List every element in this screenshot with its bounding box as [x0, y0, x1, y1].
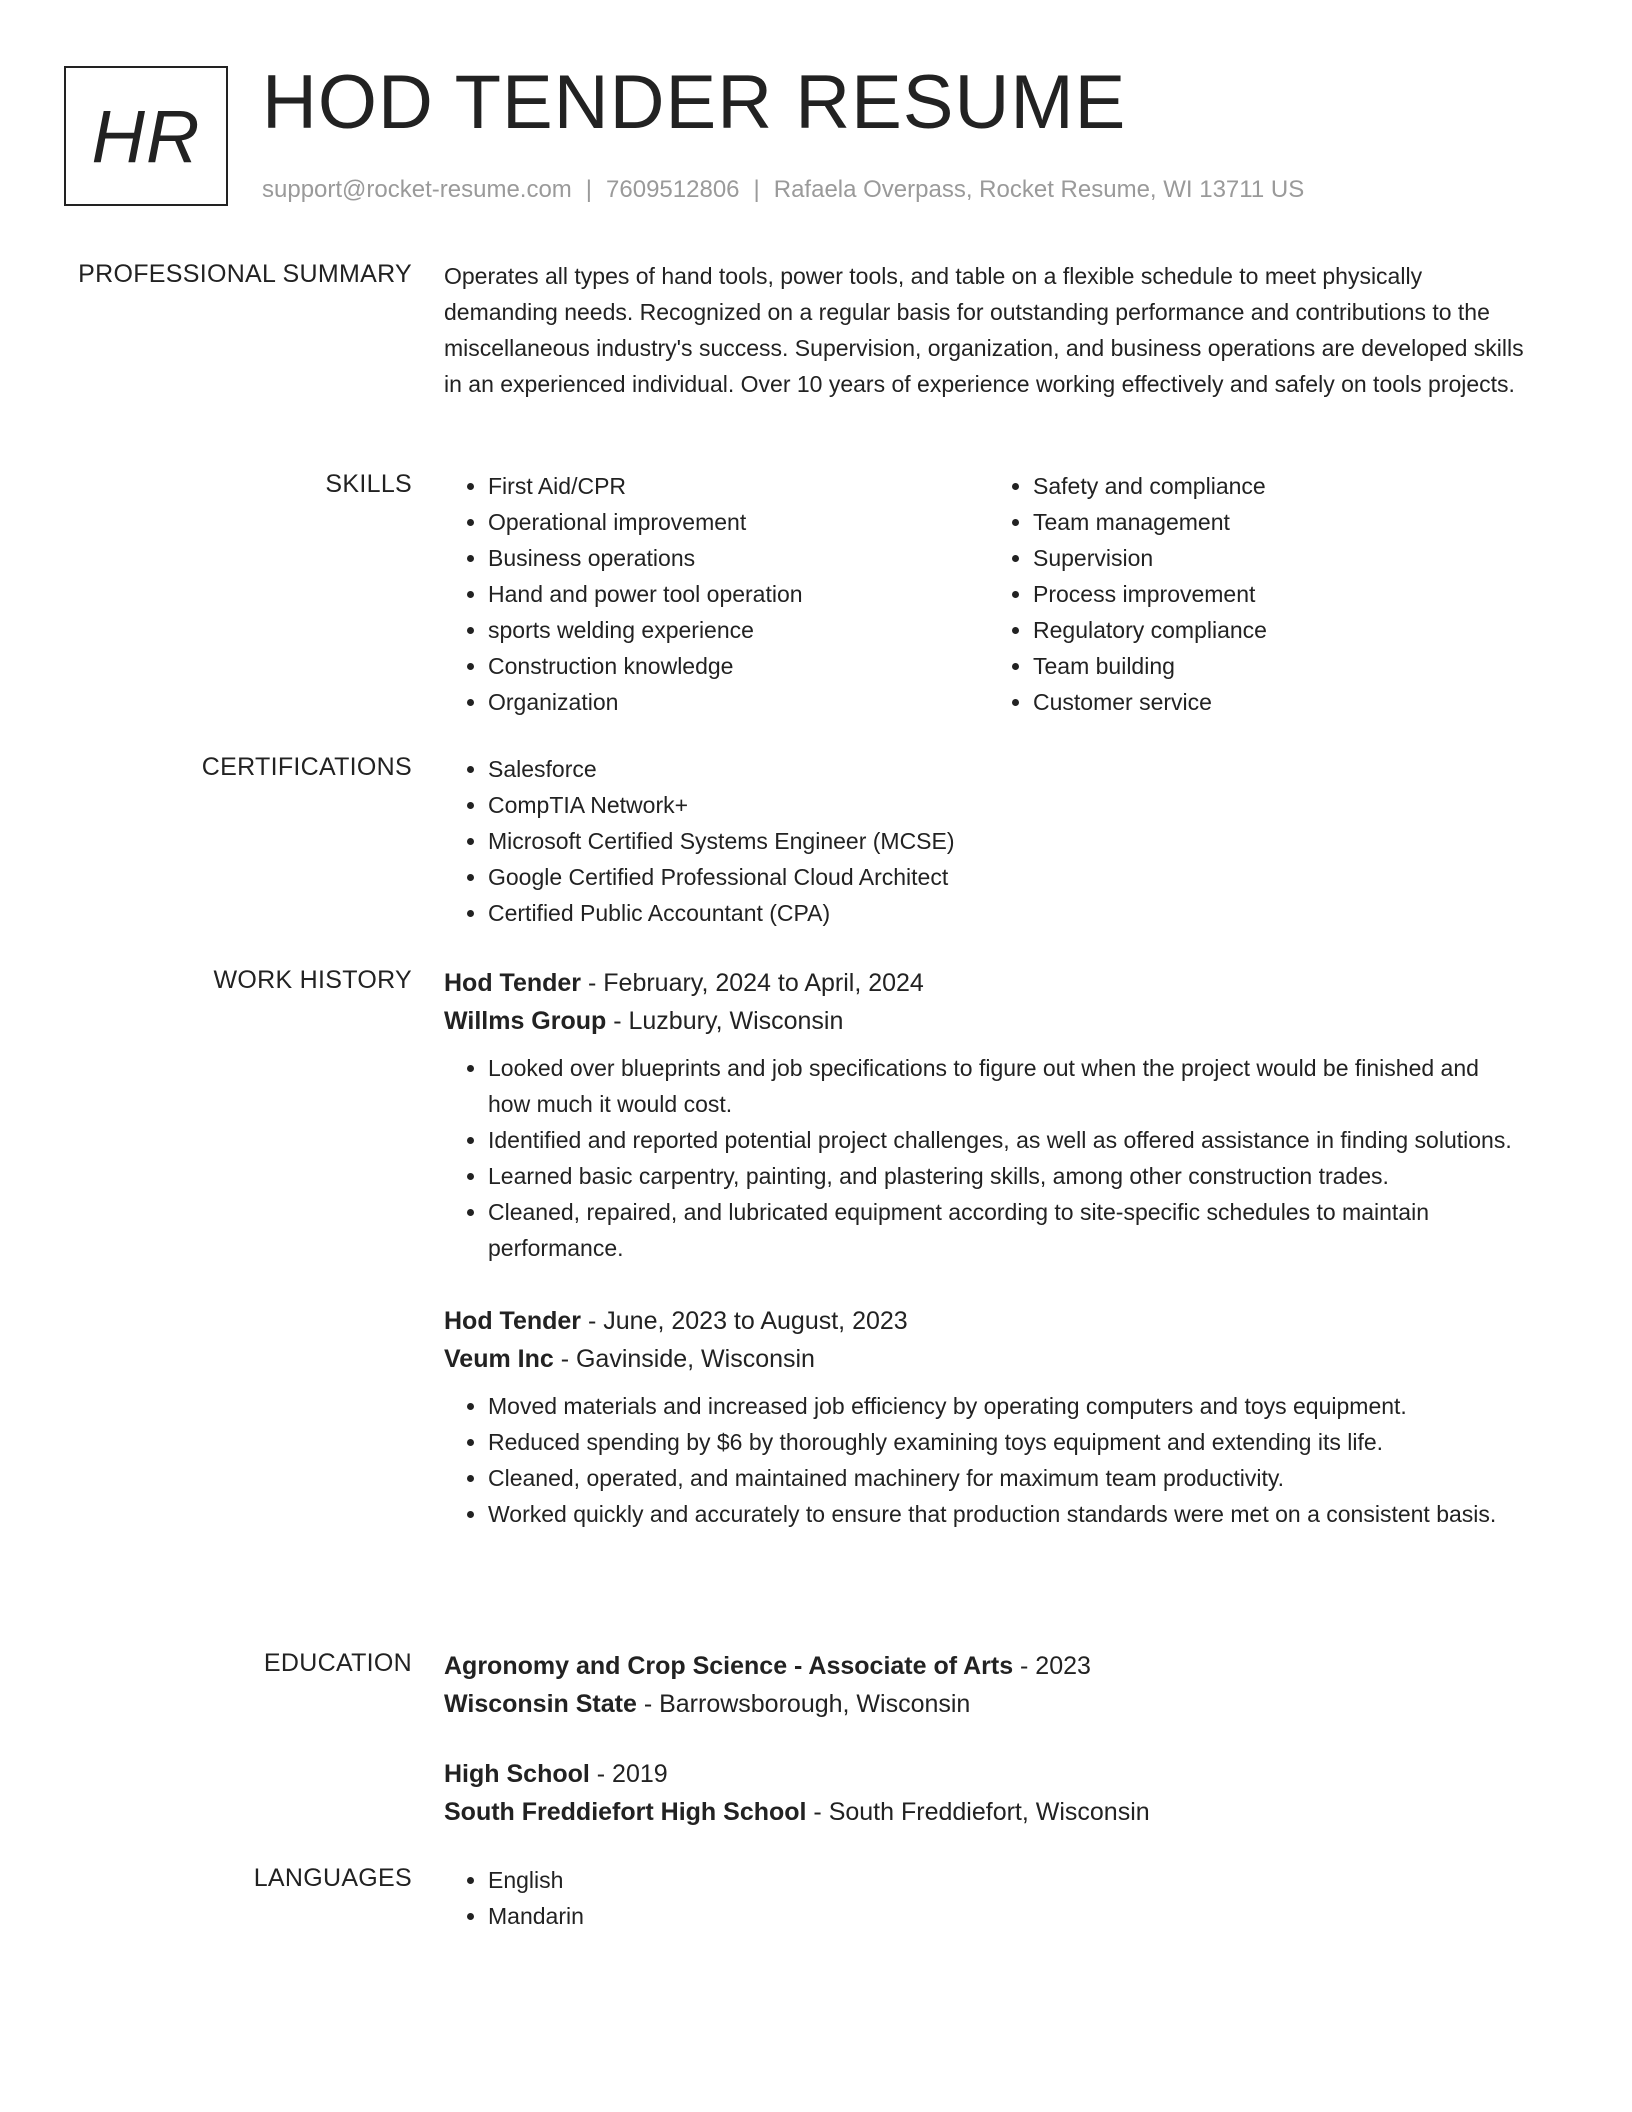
education-year: - 2023	[1013, 1652, 1091, 1680]
languages-list	[444, 1862, 1534, 1934]
job-bullet: • Identified and reported potential project challenges, as well as offered assistance in finding solutions.	[488, 1122, 1534, 1158]
certification-item: • Salesforce	[488, 751, 1534, 787]
education-school: Wisconsin State	[444, 1690, 637, 1718]
job-dates: - June, 2023 to August, 2023	[581, 1307, 908, 1335]
section-heading-skills: SKILLS	[325, 470, 412, 498]
skills-list-right	[989, 468, 1534, 720]
skill-item: • Regulatory compliance	[1033, 612, 1534, 648]
skill-item: • Operational improvement	[488, 504, 989, 540]
contact-separator: |	[753, 176, 760, 203]
education-body	[444, 1647, 1534, 1831]
language-item: • Mandarin	[488, 1898, 1534, 1934]
languages-body	[444, 1862, 1534, 1934]
contact-email: support@rocket-resume.com	[262, 176, 572, 203]
section-heading-summary: PROFESSIONAL SUMMARY	[78, 260, 412, 288]
job-title-line	[444, 964, 1534, 1002]
job-bullet: • Cleaned, operated, and maintained machinery for maximum team productivity.	[488, 1460, 1534, 1496]
job-bullet: • Learned basic carpentry, painting, and plastering skills, among other construction trades.	[488, 1158, 1534, 1194]
contact-phone: 7609512806	[606, 176, 740, 203]
skill-item: • Construction knowledge	[488, 648, 989, 684]
contact-address: Rafaela Overpass, Rocket Resume, WI 13711 US	[773, 176, 1305, 203]
education-degree-line	[444, 1647, 1534, 1685]
skill-item: • Safety and compliance	[1033, 468, 1534, 504]
job-bullet: • Looked over blueprints and job specifications to figure out when the project would be finished and how much it would cost.	[488, 1050, 1534, 1122]
section-heading-certifications: CERTIFICATIONS	[201, 753, 412, 781]
job-entry	[444, 964, 1534, 1266]
section-heading-education: EDUCATION	[263, 1649, 412, 1677]
certification-item: • Microsoft Certified Systems Engineer (MCSE)	[488, 823, 1534, 859]
skill-item: • Business operations	[488, 540, 989, 576]
certification-item: • CompTIA Network+	[488, 787, 1534, 823]
education-location: - Barrowsborough, Wisconsin	[636, 1690, 971, 1718]
certification-item: • Certified Public Accountant (CPA)	[488, 895, 1534, 931]
job-location: - Luzbury, Wisconsin	[606, 1007, 844, 1035]
skills-body	[444, 468, 1534, 720]
skill-item: • Organization	[488, 684, 989, 720]
education-degree: High School	[444, 1760, 590, 1788]
language-item: • English	[488, 1862, 1534, 1898]
job-company: Willms Group	[444, 1007, 607, 1035]
work-history-body	[444, 964, 1534, 1532]
skill-item: • Team building	[1033, 648, 1534, 684]
skill-item: • Team management	[1033, 504, 1534, 540]
contact-separator: |	[585, 176, 593, 203]
summary-body	[444, 258, 1534, 402]
education-entry	[444, 1647, 1534, 1723]
education-entry	[444, 1755, 1534, 1831]
job-bullets	[444, 1050, 1534, 1266]
education-year: - 2019	[589, 1760, 668, 1788]
certifications-body	[444, 751, 1534, 931]
education-degree-line	[444, 1755, 1534, 1793]
job-bullet: • Worked quickly and accurately to ensure that production standards were met on a consistent basis.	[488, 1496, 1534, 1532]
section-heading-work-history: WORK HISTORY	[213, 966, 412, 994]
job-entry	[444, 1302, 1534, 1532]
certifications-list	[444, 751, 1534, 931]
job-bullet: • Reduced spending by $6 by thoroughly examining toys equipment and extending its life.	[488, 1424, 1534, 1460]
job-bullets	[444, 1388, 1534, 1532]
contact-line	[262, 174, 1304, 206]
monogram-logo: HR	[64, 66, 228, 206]
job-company-line	[444, 1340, 1534, 1378]
job-bullet: • Moved materials and increased job efficiency by operating computers and toys equipment.	[488, 1388, 1534, 1424]
skill-item: • sports welding experience	[488, 612, 989, 648]
job-title: Hod Tender	[444, 969, 582, 997]
job-company-line	[444, 1002, 1534, 1040]
job-title-line	[444, 1302, 1534, 1340]
section-heading-languages: LANGUAGES	[253, 1864, 412, 1892]
job-title: Hod Tender	[444, 1307, 582, 1335]
education-school: South Freddiefort High School	[444, 1798, 807, 1826]
page-title: HOD TENDER RESUME	[262, 60, 1127, 145]
job-dates: - February, 2024 to April, 2024	[581, 969, 924, 997]
job-bullet: • Cleaned, repaired, and lubricated equipment according to site-specific schedules to maintain performance.	[488, 1194, 1534, 1266]
certification-item: • Google Certified Professional Cloud Architect	[488, 859, 1534, 895]
skill-item: • Supervision	[1033, 540, 1534, 576]
education-degree: Agronomy and Crop Science - Associate of Arts	[444, 1652, 1014, 1680]
education-location: - South Freddiefort, Wisconsin	[806, 1798, 1150, 1826]
skill-item: • Hand and power tool operation	[488, 576, 989, 612]
skill-item: • First Aid/CPR	[488, 468, 989, 504]
job-company: Veum Inc	[444, 1345, 554, 1373]
skill-item: • Customer service	[1033, 684, 1534, 720]
education-school-line	[444, 1685, 1534, 1723]
skill-item: • Process improvement	[1033, 576, 1534, 612]
summary-text: Operates all types of hand tools, power tools, and table on a flexible schedule to meet physically demanding needs. Recognized on a regular basis for outstanding performance and contributions to the miscellaneous industry's success. Supervision, organization, and business operations are developed skills in an experienced individual. Over 10 years of experience working effectively and safely on tools projects.	[444, 263, 1524, 397]
job-location: - Gavinside, Wisconsin	[553, 1345, 815, 1373]
skills-list-left	[444, 468, 989, 720]
education-school-line	[444, 1793, 1534, 1831]
